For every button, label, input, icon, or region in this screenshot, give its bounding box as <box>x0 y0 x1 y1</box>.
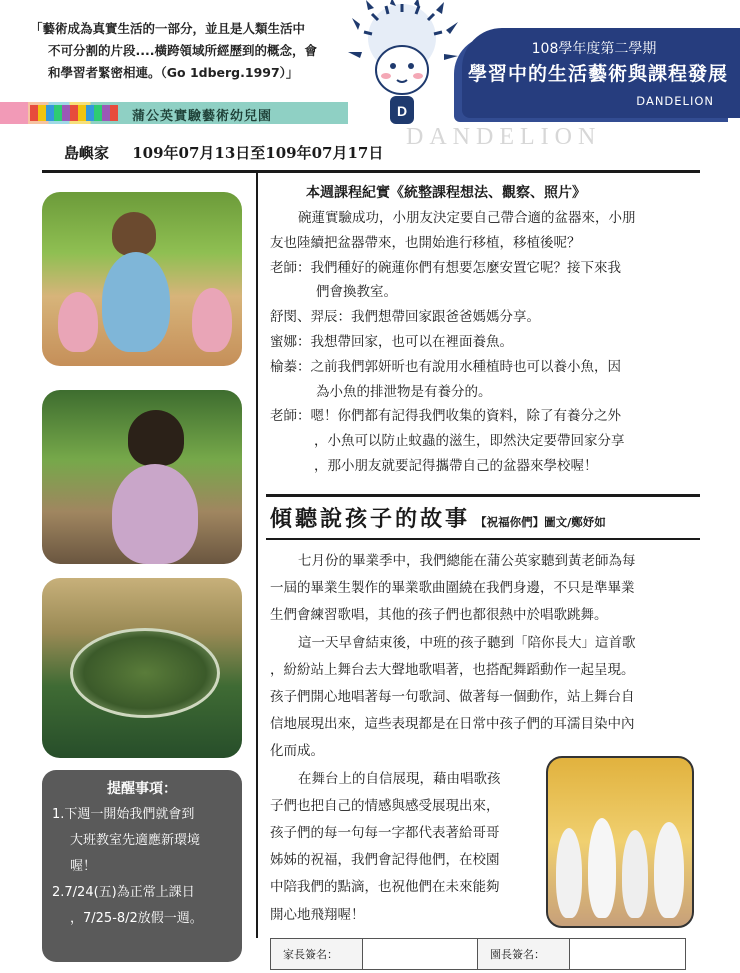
banner-term: 108學年度第二學期 <box>531 41 657 57</box>
paragraph-line: 信地展現出來，這些表現都是在日常中孩子們的耳濡目染中內 <box>270 716 635 733</box>
paragraph-line: 碗蓮實驗成功，小朋友決定要自己帶合適的盆器來，小朋 <box>298 210 636 226</box>
quote-line: 不可分割的片段....橫跨領域所經歷到的概念，會 <box>48 43 317 58</box>
paragraph-line: 為小魚的排泄物是有養分的。 <box>316 383 492 400</box>
paragraph-line: 開心地飛翔喔！ <box>270 906 365 923</box>
section1-body <box>270 206 700 479</box>
quote-line: 「藝術成為真實生活的一部分，並且是人類生活中 <box>30 21 306 36</box>
brand-watermark: DANDELION <box>406 124 602 150</box>
reminder-title: 提醒事項： <box>107 781 177 797</box>
parent-signature-field[interactable] <box>363 939 478 969</box>
paragraph-line: 在舞台上的自信展現，藉由唱歌孩 <box>298 770 501 787</box>
paragraph-line: 友也陸續把盆器帶來，也開始進行移植，移植後呢？ <box>270 234 581 251</box>
paragraph-line: 孩子們開心地唱著每一句歌詞、做著每一個動作，站上舞台自 <box>270 689 635 706</box>
photo-child-holding-plant <box>42 192 242 366</box>
color-blocks-decoration <box>30 105 118 121</box>
paragraph-line: 一屆的畢業生製作的畢業歌曲圍繞在我們身邊，不只是準畢業 <box>270 580 635 597</box>
date-range: 109年07月13日至109年07月17日 <box>132 144 384 162</box>
photo-child-with-lotus-cup <box>42 390 242 564</box>
paragraph-line: 這一天早會結束後，中班的孩子聽到「陪你長大」這首歌 <box>298 634 636 651</box>
section2-heading <box>270 502 606 533</box>
banner-title: 學習中的生活藝術與課程發展 <box>467 63 728 85</box>
parent-signature-label: 家長簽名： <box>271 939 363 969</box>
section1-title: 本週課程紀實《統整課程想法、觀察、照片》 <box>306 185 586 201</box>
section2-subtitle: 【祝福你們】圖文/鄭妤如 <box>475 515 606 529</box>
mascot-letter: D <box>396 103 408 119</box>
paragraph-line: 蜜娜：我想帶回家，也可以在裡面養魚。 <box>270 333 513 350</box>
paragraph-line: ，那小朋友就要記得攜帶自己的盆器來學校喔！ <box>314 457 598 474</box>
class-name: 島嶼家 <box>64 144 110 162</box>
reminder-line: ，7/25-8/2放假一週。 <box>70 911 203 926</box>
header-banner <box>462 28 740 118</box>
photo-children-singing-on-stage <box>546 756 694 928</box>
reminder-line: 喔！ <box>70 859 97 874</box>
reminder-line: 大班教室先適應新環境 <box>70 833 201 848</box>
dandelion-mascot-logo <box>338 0 466 130</box>
paragraph-line: 化而成。 <box>270 743 324 760</box>
paragraph-line: 姊姊的祝福，我們會記得他們，在校園 <box>270 852 500 869</box>
dateline <box>64 142 383 163</box>
school-name-stripe <box>0 102 348 124</box>
signature-table <box>270 938 686 970</box>
quote-line: 和學習者緊密相連。（Go 1dberg.1997）」 <box>48 65 299 80</box>
school-name: 蒲公英實驗藝術幼兒園 <box>132 109 273 124</box>
section-rule <box>266 494 700 497</box>
header-quote <box>30 18 370 84</box>
paragraph-line: ，紛紛站上舞台去大聲地歌唱著，也搭配舞蹈動作一起呈現。 <box>270 661 635 678</box>
paragraph-line: 們會換教室。 <box>316 284 397 301</box>
paragraph-line: 老師：我們種好的碗蓮你們有想要怎麼安置它呢？接下來我 <box>270 259 621 276</box>
paragraph-line: 中陪我們的點滴，也祝他們在未來能夠 <box>270 879 500 896</box>
banner-brand: DANDELION <box>636 94 714 108</box>
paragraph-line: 老師：嗯！你們都有記得我們收集的資料，除了有養分之外 <box>270 408 621 425</box>
paragraph-line: 榆蓁：之前我們郭妍昕也有說用水種植時也可以養小魚，因 <box>270 358 621 375</box>
principal-signature-field[interactable] <box>570 939 685 969</box>
principal-signature-label: 園長簽名： <box>478 939 570 969</box>
reminder-line: 2.7/24(五)為正常上課日 <box>52 885 195 900</box>
column-divider <box>256 172 258 938</box>
paragraph-line: ，小魚可以防止蚊蟲的滋生，即然決定要帶回家分享 <box>314 433 625 450</box>
paragraph-line: 子們也把自己的情感與感受展現出來， <box>270 797 500 814</box>
paragraph-line: 舒閔、羿辰：我們想帶回家跟爸爸媽媽分享。 <box>270 309 540 326</box>
paragraph-line: 七月份的畢業季中，我們總能在蒲公英家聽到黃老師為每 <box>298 553 636 569</box>
section2-title: 傾聽說孩子的故事 <box>270 506 471 532</box>
section-rule <box>266 538 700 540</box>
paragraph-line: 生們會練習歌唱，其他的孩子們也都很熱中於唱歌跳舞。 <box>270 607 608 624</box>
reminder-line: 1.下週一開始我們就會到 <box>52 807 195 822</box>
paragraph-line: 孩子們的每一句每一字都代表著給哥哥 <box>270 825 500 842</box>
photo-lotus-bowl <box>42 578 242 758</box>
reminder-box <box>42 770 242 962</box>
header-rule <box>42 170 700 173</box>
